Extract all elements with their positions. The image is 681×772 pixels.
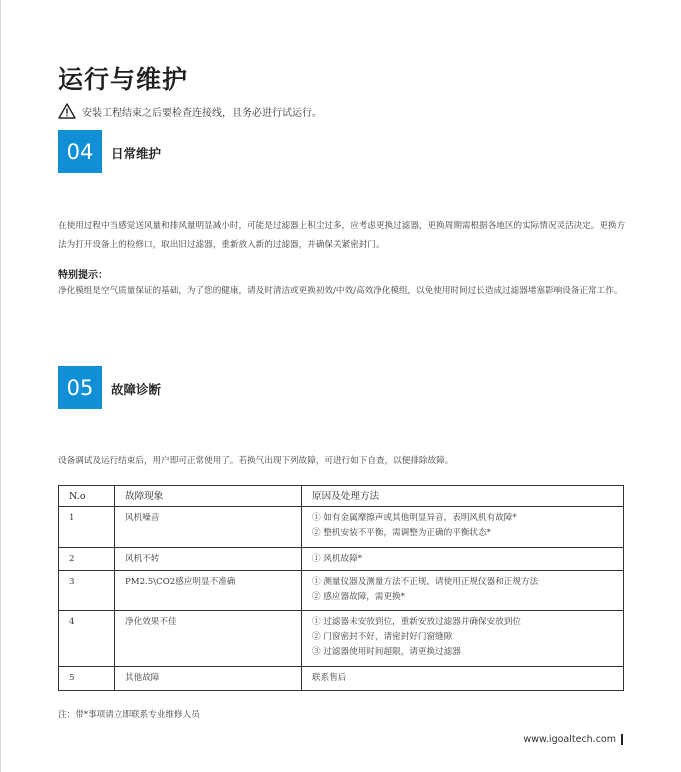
method-line: ② 感应器故障，需更换* [312, 592, 405, 602]
warning-text: 安装工程结束之后要检查连接线，且务必进行试运行。 [82, 107, 322, 119]
table-row [59, 548, 624, 571]
footnote: 注：带*事项请立即联系专业维修人员 [58, 710, 200, 720]
diagnosis-intro: 设备调试及运行结束后，用户即可正常使用了。若换气出现下列故障，可进行如下自查，以便排除故障。 [58, 456, 454, 466]
section-number-05: 05 [58, 366, 102, 409]
row-methods [302, 571, 624, 611]
table-row [59, 667, 624, 691]
row-methods [302, 611, 624, 667]
method-line: ③ 过滤器使用时间超限，请更换过滤器 [312, 647, 461, 657]
method-line: ② 整机安装不平衡，需调整为正确的平衡状态* [312, 528, 491, 538]
row-no: 4 [59, 611, 115, 667]
warning-triangle-icon [58, 103, 76, 119]
method-line: ① 过滤器未安放到位，重新安放过滤器并确保安放到位 [312, 617, 521, 627]
section-title-daily-maintenance: 日常维护 [111, 146, 162, 161]
row-methods [302, 507, 624, 548]
page-title: 运行与维护 [58, 65, 189, 94]
row-phenomenon: 净化效果不佳 [115, 611, 302, 667]
table-header-row [59, 486, 624, 507]
row-no: 3 [59, 571, 115, 611]
row-no: 5 [59, 667, 115, 691]
row-methods [302, 667, 624, 691]
tip-heading: 特别提示： [58, 270, 108, 281]
row-no: 2 [59, 548, 115, 571]
page-edge [0, 0, 1, 772]
method-line: ① 风机故障* [312, 554, 362, 564]
row-no: 1 [59, 507, 115, 548]
row-methods [302, 548, 624, 571]
table-row [59, 507, 624, 548]
tip-paragraph: 净化模组是空气质量保证的基础，为了您的健康，请及时清洁或更换初效/中效/高效净化模组，以免使用时间过长造成过滤器堵塞影响设备正常工作。 [58, 286, 623, 296]
section-title-fault-diagnosis: 故障诊断 [111, 382, 162, 397]
method-line: ① 如有金属摩擦声或其他明显异音，表明风机有故障* [312, 513, 517, 523]
section-number-04: 04 [58, 130, 102, 173]
header-no: N.o [59, 486, 115, 507]
maintenance-paragraph: 在使用过程中当感觉送风量和排风量明显减小时，可能是过滤器上积尘过多，应考虑更换过滤器，更换周期需根据各地区的实际情况灵活决定。更换方法为打开设备上的检修口，取出旧过滤器，重新放入新的过滤器，并确保关紧密封门。 [58, 221, 626, 250]
website-link[interactable]: www.igoaltech.com [523, 734, 616, 745]
row-phenomenon: 其他故障 [115, 667, 302, 691]
website-footer [523, 734, 623, 745]
table-row [59, 611, 624, 667]
header-phenomenon: 故障现象 [115, 486, 302, 507]
footer-divider [621, 734, 623, 745]
method-line: ① 测量仪器及测量方法不正规，请使用正规仪器和正规方法 [312, 577, 539, 587]
warning-line [58, 101, 322, 121]
method-line: ② 门窗密封不好，请密封好门窗缝隙 [312, 632, 453, 642]
header-methods: 原因及处理方法 [302, 486, 624, 507]
row-phenomenon: 风机不转 [115, 548, 302, 571]
method-line: 联系售后 [312, 673, 347, 683]
row-phenomenon: 风机噪音 [115, 507, 302, 548]
fault-table [58, 485, 624, 691]
table-row [59, 571, 624, 611]
row-phenomenon: PM2.5\CO2感应明显不准确 [115, 571, 302, 611]
